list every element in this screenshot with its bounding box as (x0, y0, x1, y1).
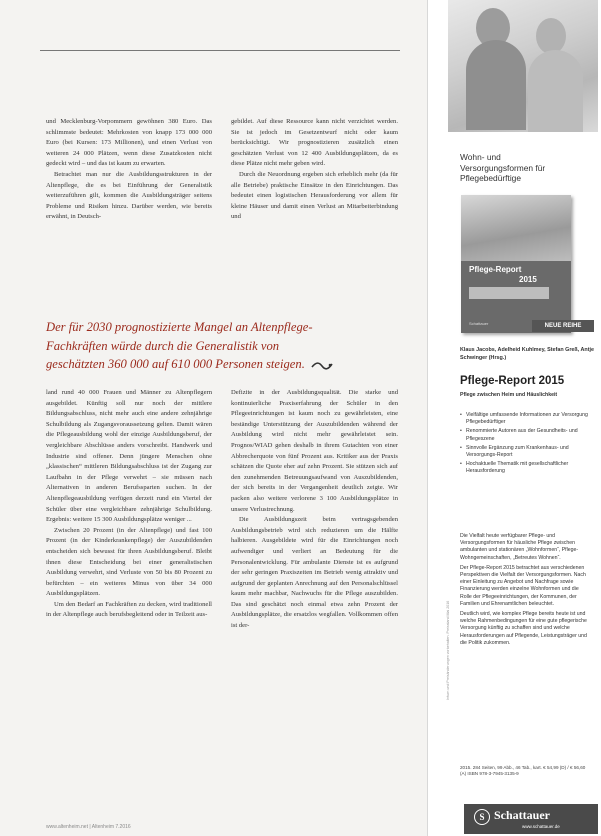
cover-title: Pflege-Report (469, 265, 522, 274)
paragraph: Defizite in der Ausbildungsqualität. Die starke und kontinuierliche Praxiserfahrung der Schüler in den Pflegeeinrichtungen ist kaum noch zu gewährleisten, eine beständige Unterstützung der Auszubildenden während der Ausbildung wird nicht mehr gewährleistet sein. Prognos/WIAD gehen deshalb in ihrem Gutachten von einer Abbrecherquote von fünf Prozent aus. Kritiker aus der Praxis schätzen die Quote eher auf zehn Prozent. Sie stützen sich auf den zunehmenden Betreuungsaufwand von Auszubildenden, der sich bereits in der Vergangenheit deutlich zeigte. Wir packen also weitere verlorene 3 100 Ausbildungsplätze in unsere Verlustrechnung. (231, 389, 398, 513)
paragraph: und Mecklenburg-Vorpommern gewöhnen 380 Euro. Das schlimmste bedeutet: Mehrkosten von knapp 173 000 000 Euro (bei Kursen: 173 Millionen), und einen Verlust von weiteren 24 000 Plätzen, wenn diese Zusatzkosten nicht gedeckt wird – und das ist kaum zu erwarten. (46, 118, 212, 168)
paragraph: Durch die Neuordnung ergeben sich erheblich mehr (da für alle Betriebe) praktische Einsätze in den Einrichtungen. Das bedeutet einen logistischen Herausforderung vor allem für kleine Häuser und damit einen Verlust an Mitarbeiterbindung und (231, 170, 398, 221)
wave-ornament-icon (311, 361, 333, 370)
cover-publisher: Schattauer (469, 321, 489, 326)
article-column-2 (231, 117, 398, 223)
pull-quote (46, 318, 406, 374)
new-series-badge: NEUE REIHE (532, 320, 594, 332)
ad-paragraph: Der Pflege-Report 2015 betrachtet aus verschiedenen Perspektiven die Vielfalt der Versorgungsformen. Nach einer Einleitung zu Angebot und Nachfrage sowie Finanzierung werden einzelne Wohnformen und die Rolle der Pflegeeinrichtungen, der Kommunen, der Familien und Ehrenamtlichen beleuchtet. (460, 564, 586, 607)
cover-stripe (469, 287, 549, 299)
book-cover (461, 195, 571, 333)
ad-photo (448, 0, 598, 132)
ad-headline-line: Versorgungsformen für (460, 162, 546, 173)
book-authors: Klaus Jacobs, Adelheid Kuhlmey, Stefan Greß, Antje Schwinger (Hrsg.) (460, 347, 594, 361)
publisher-logo[interactable] (464, 804, 598, 834)
paragraph: land rund 40 000 Frauen und Männer zu Altenpflegern ausgebildet. Künftig soll nur noch der mittlere Bildungsabschluss, nicht mehr auch eine andere zehnjährige Schulbildung als Zugangsvoraussetzung gelten. Damit wären die Pflegeausbildung wohl der einzige Ausbildungsberuf, der vergleichbare Abschlüsse anders vorschreibt. Handwerk und Industrie sind offener. Denn jüngere Menschen ohne „klassischen“ mittleren Bildungsabschluss ist der Zugang zur Laufbahn in der Pflege verwehrt – sie müssen nach Alternativen in anderen Berufssparten suchen. In der Altenpflegeausbildung verfügen derzeit rund ein Viertel der Schüler über eine vergleichbare zehnjährige Schulbildung. Ergebnis: weitere 15 300 Ausbildungsplätze weniger ... (46, 389, 212, 524)
footer-source: www.altenheim.net | Altenheim 7.2016 (46, 824, 131, 830)
pull-quote-line: geschätzten 360 000 auf 610 000 Personen steigen. (46, 357, 305, 371)
person-figure-icon (536, 18, 566, 54)
pull-quote-last-line (46, 355, 406, 374)
article-column-3 (46, 388, 212, 621)
feature-item: • Vielfältige umfassende Informationen zur Versorgung Pflegebedürftiger (460, 412, 588, 426)
feature-item: • Hochaktuelle Thematik mit gesellschaftlicher Herausforderung (460, 461, 588, 475)
person-figure-icon (466, 40, 526, 130)
publisher-name: Schattauer (494, 808, 550, 822)
cover-photo (461, 195, 571, 261)
ad-headline (460, 152, 600, 184)
book-subtitle: Pflege zwischen Heim und Häuslichkeit (460, 392, 558, 398)
price-info: 2015. 284 Seiten, 99 Abb., 46 Tab., kart. € 54,99 (D) / € 56,60 (A) ISBN 978-3-7945-3135-9 (460, 765, 586, 777)
person-figure-icon (528, 50, 583, 132)
book-advertisement (427, 0, 601, 836)
header-rule (40, 50, 400, 51)
pull-quote-line: Fachkräften würde durch die Generalistik von (46, 338, 280, 353)
article-column-1 (46, 117, 212, 223)
pull-quote-line: Der für 2030 prognostizierte Mangel an Altenpflege- (46, 320, 313, 334)
article-column-4 (231, 388, 398, 632)
paragraph: Um den Bedarf an Fachkräften zu decken, wird traditionell in der Altenpflege auch berufsbegleitend oder in Teilzeit aus- (46, 600, 212, 619)
schattauer-logo-icon: S (474, 809, 490, 825)
ad-description (460, 533, 590, 650)
cover-year: 2015 (519, 275, 537, 284)
paragraph: Zwischen 20 Prozent (in der Altenpflege) und fast 100 Prozent (in der Kinderkrankenpflege) der Auszubildenden entscheiden sich bewusst für ihren Ausbildungsberuf. Bleibt ihnen diese Entscheidung bei einer generalistischen Ausbildung verwehrt, sind Verluste von 50 bis 80 Prozent zu befürchten – ein weiteres Minus von über 34 000 Ausbildungsplätzen. (46, 526, 212, 598)
paragraph: Die Ausbildungszeit beim vertragsgebenden Ausbildungsbetrieb wird sich reduzieren um die Hälfte halbieren. Ausgebildete wird für die Einrichtungen noch aufwendiger und verliert an Bedeutung für die Personalentwicklung. Für ambulante Dienste ist es aufgrund der sehr geringen Praxiszeiten im Betrieb wenig attraktiv und aufgrund der geplanten Anrechnung auf den Personalschlüssel kaum mehr machbar, Nachwuchs für die Pflege auszubilden. Das sind geschätzt noch einmal etwa zehn Prozent der Ausbildungsplätze, die ersatzlos wegfallen. Vollkommen offen ist der- (231, 516, 398, 630)
book-title: Pflege-Report 2015 (460, 375, 565, 387)
ad-paragraph: Die Vielfalt heute verfügbarer Pflege- und Versorgungsformen für häusliche Pflege zwischen ambulanten und stationären „Wohnformen“, Pflege-Wohngemeinschaften, „Betreutes Wohnen“. (460, 533, 579, 561)
ad-headline-line: Wohn- und (460, 152, 501, 162)
disclaimer-note: Irrtum und Preisänderungen vorbehalten. Preisstand Mai 2016 (446, 600, 450, 700)
ad-headline-line: Pflegebedürftige (460, 173, 521, 183)
feature-list (460, 412, 588, 478)
feature-item: • Sinnvolle Ergänzung zum Krankenhaus- und Versorgungs-Report (460, 445, 588, 459)
paragraph: gebildet. Auf diese Ressource kann nicht verzichtet werden. Sie ist jedoch im Gesetzentwurf nicht oder kaum berücksichtigt. Wir prognostizieren zusätzlich einen geschätzten Verlust von 12 400 Ausbildungsplätzen, da es diese Plätze nicht mehr geben wird. (231, 118, 398, 168)
ad-paragraph: Deutlich wird, wie komplex Pflege bereits heute ist und welche Rahmenbedingungen für eine gute pflegerische Versorgung künftig zu schaffen sind und welche Herausforderungen auf Pflegende, Leistungsträger und die Politik zukommen. (460, 611, 587, 646)
paragraph: Betrachtet man nur die Ausbildungsstrukturen in der Altenpflege, die es bei Einführung der Generalistik weiterzuführen gilt, kommen die Ausbildungsträger seitens Probleme und Risiken hinzu. Darüber werden, wie bereits erwähnt, in Deutsch- (46, 170, 212, 221)
publisher-url[interactable]: www.schattauer.de (522, 824, 560, 829)
feature-item: • Renommierte Autoren aus der Gesundheits- und Pflegeszene (460, 428, 588, 442)
